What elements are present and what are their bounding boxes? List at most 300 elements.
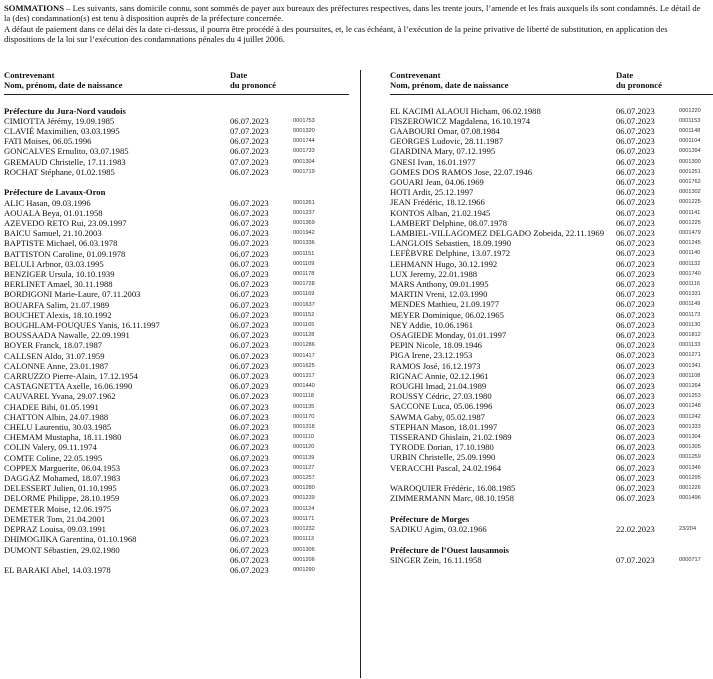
offender-name: DELORME Philippe, 28.10.1959 <box>4 493 120 504</box>
reference-number: 0001341 <box>679 362 701 369</box>
list-item <box>390 524 713 534</box>
header-col1-line1: Contrevenant <box>4 70 55 80</box>
offender-name: COPPEX Marguerite, 06.04.1953 <box>4 462 121 473</box>
offender-name: ZIMMERMANN Marc, 08.10.1958 <box>390 493 514 504</box>
judgment-date: 06.07.2023 <box>230 218 269 228</box>
reference-number: 0001118 <box>293 393 314 400</box>
reference-number: 0001346 <box>679 464 701 471</box>
list-item <box>390 432 713 442</box>
list-item <box>4 442 349 452</box>
judgment-date: 06.07.2023 <box>616 176 655 187</box>
offender-name: CALONNE Anne, 23.01.1987 <box>4 360 109 371</box>
list-item <box>4 218 349 228</box>
list-item <box>4 412 349 422</box>
judgment-date: 06.07.2023 <box>616 187 655 198</box>
judgment-date: 06.07.2023 <box>616 360 655 371</box>
reference-number: 0001733 <box>293 148 315 155</box>
judgment-date: 06.07.2023 <box>616 105 655 116</box>
reference-number: 0001109 <box>293 260 315 267</box>
judgment-date: 06.07.2023 <box>230 115 269 126</box>
list-item <box>4 545 349 565</box>
offender-name: BELULI Arbnor, 03.03.1995 <box>4 258 104 269</box>
judgment-date: 06.07.2023 <box>230 422 269 433</box>
judgment-date: 06.07.2023 <box>230 360 269 371</box>
offender-name: MENDES Mathieu, 21.09.1977 <box>390 299 500 310</box>
header-col1-line1: Contrevenant <box>390 70 441 80</box>
judgment-date: 06.07.2023 <box>230 534 269 545</box>
reference-number: 0001132 <box>679 260 701 267</box>
reference-number: 0001637 <box>293 301 315 308</box>
intro-text <box>4 3 708 45</box>
offender-name: JEAN Frédéric, 18.12.1966 <box>390 197 485 208</box>
list-item <box>4 269 349 279</box>
offender-name: TISSERAND Ghislain, 21.02.1989 <box>390 432 512 442</box>
list-item <box>4 238 349 248</box>
offender-name: VERACCHI Pascal, 24.02.1964 <box>390 462 501 473</box>
offender-name: BOUGHLAM-FOUQUES Yanis, 16.11.1997 <box>4 320 160 331</box>
list-item <box>390 259 713 269</box>
judgment-date: 06.07.2023 <box>616 401 655 412</box>
intro-lead: SOMMATIONS <box>4 3 65 13</box>
judgment-date: 06.07.2023 <box>230 248 269 259</box>
offender-name: KONTOS Alban, 21.02.1945 <box>390 207 491 218</box>
list-item <box>4 402 349 412</box>
judgment-date: 06.07.2023 <box>230 544 269 555</box>
list-item <box>390 279 713 289</box>
list-item <box>4 565 349 575</box>
reference-number: 0001151 <box>293 250 315 257</box>
offender-name: NEY Addie, 10.06.1961 <box>390 319 473 330</box>
list-item <box>390 330 713 340</box>
header-col2-line2: du prononcé <box>616 80 662 90</box>
list-item <box>390 157 713 167</box>
offender-name: DHIMOGJIKA Garentina, 01.10.1968 <box>4 534 137 545</box>
reference-number: 0001320 <box>293 127 315 134</box>
section-spacer <box>390 534 713 545</box>
list-item <box>390 187 713 197</box>
judgment-date: 07.07.2023 <box>230 125 269 136</box>
section-title: Préfecture de Morges <box>390 513 470 524</box>
list-item <box>390 238 713 248</box>
offender-name: EL BARAKI Abel, 14.03.1978 <box>4 564 111 575</box>
offender-name: CLAVIÉ Maximilien, 03.03.1995 <box>4 125 120 136</box>
offender-name: DELESSERT Julien, 01.10.1995 <box>4 483 117 494</box>
table-header <box>390 70 713 90</box>
reference-number: 0001259 <box>679 454 701 461</box>
header-col2-line2: du prononcé <box>230 80 276 90</box>
judgment-date: 06.07.2023 <box>230 320 269 331</box>
reference-number: 23/204 <box>679 526 697 533</box>
header-col2-line1: Date <box>230 70 248 80</box>
list-item <box>4 340 349 350</box>
judgment-date: 06.07.2023 <box>616 350 655 361</box>
list-item <box>390 391 713 401</box>
reference-number: 0001149 <box>679 301 701 308</box>
offender-name: SINGER Zein, 16.11.1958 <box>390 554 482 565</box>
list-item <box>390 248 713 258</box>
offender-name: EL KACIMI ALAOUI Hicham, 06.02.1988 <box>390 105 541 116</box>
judgment-date: 06.07.2023 <box>616 278 655 289</box>
judgment-date: 06.07.2023 <box>230 432 269 443</box>
judgment-date: 06.07.2023 <box>230 279 269 290</box>
list-item <box>390 350 713 360</box>
section-title: Préfecture de l’Ouest lausannois <box>390 544 509 555</box>
judgment-date: 06.07.2023 <box>616 370 655 381</box>
list-item <box>4 116 349 126</box>
judgment-date: 06.07.2023 <box>230 309 269 320</box>
reference-number: 0001369 <box>293 220 315 226</box>
offender-name: GONCALVES Ernulito, 03.07.1985 <box>4 146 129 157</box>
list-item <box>4 289 349 299</box>
judgment-date: 06.07.2023 <box>616 197 655 208</box>
judgment-date: 06.07.2023 <box>616 227 655 238</box>
reference-number: 0001625 <box>293 362 315 369</box>
judgment-date: 06.07.2023 <box>616 238 655 249</box>
offender-name: FISZEROWICZ Magdalena, 16.10.1974 <box>390 115 531 126</box>
reference-number-2: 0001295 <box>679 474 701 481</box>
reference-number: 0001104 <box>679 138 701 145</box>
offender-name: COMTE Coline, 22.05.1995 <box>4 452 103 463</box>
reference-number: 0001305 <box>679 444 701 451</box>
offender-name: PEPIN Nicole, 18.09.1946 <box>390 340 482 351</box>
list-item <box>390 463 713 483</box>
list-item <box>4 146 349 156</box>
reference-number: 0001479 <box>679 229 701 236</box>
reference-number: 0001173 <box>679 311 701 318</box>
judgment-date: 06.07.2023 <box>230 411 269 422</box>
judgment-date: 06.07.2023 <box>230 258 269 269</box>
list-item <box>390 320 713 330</box>
judgment-date: 06.07.2023 <box>230 513 269 524</box>
reference-number: 0001264 <box>679 382 701 389</box>
header-date <box>616 70 706 90</box>
offender-name: WAROQUIER Frédéric, 16.08.1985 <box>390 483 516 493</box>
list-item <box>4 208 349 218</box>
offender-name: GREMAUD Christelle, 17.11.1983 <box>4 156 126 167</box>
offender-name: AZEVEDO RETO Rui, 23.09.1997 <box>4 218 127 228</box>
reference-number: 0001153 <box>679 117 701 124</box>
list-item <box>390 136 713 146</box>
offender-name: LAMBIEL-VILLAGOMEZ DELGADO Zobeida, 22.11.1969 <box>390 227 605 238</box>
judgment-date: 06.07.2023 <box>616 136 655 147</box>
reference-number: 0001133 <box>679 342 701 349</box>
reference-number: 0001226 <box>679 485 701 491</box>
offender-name: BOUARFA Salim, 21.07.1989 <box>4 299 110 310</box>
list-item <box>4 249 349 259</box>
judgment-date: 06.07.2023 <box>230 166 269 177</box>
list-item <box>4 463 349 473</box>
list-item <box>390 555 713 565</box>
reference-number: 0001394 <box>679 148 701 155</box>
reference-number: 0001141 <box>679 209 701 216</box>
offender-name: CIMIOTTA Jérémy, 19.09.1985 <box>4 115 115 126</box>
reference-number: 0001171 <box>293 515 315 522</box>
reference-number: 0001239 <box>293 495 315 502</box>
judgment-date: 06.07.2023 <box>616 442 655 453</box>
reference-number: 0001304 <box>679 434 701 440</box>
offender-name: STEPHAN Mason, 18.01.1997 <box>390 421 498 432</box>
list-item <box>4 432 349 442</box>
offender-name: CHEMAM Mustapha, 18.11.1980 <box>4 432 122 443</box>
reference-number: 0001178 <box>293 271 315 278</box>
reference-number: 0001165 <box>293 322 315 329</box>
list-item <box>390 299 713 309</box>
header-date <box>230 70 320 90</box>
judgment-date: 06.07.2023 <box>616 421 655 432</box>
offender-name: BATTISTON Caroline, 01.09.1978 <box>4 248 126 259</box>
judgment-date: 06.07.2023 <box>230 401 269 412</box>
section-title: Préfecture du Jura-Nord vaudois <box>4 105 126 116</box>
reference-number: 0001440 <box>293 383 315 390</box>
header-contrevenant <box>4 70 219 90</box>
list-item <box>390 401 713 411</box>
offender-name: BENZIGER Ursula, 10.10.1939 <box>4 269 115 280</box>
judgment-date: 06.07.2023 <box>616 309 655 320</box>
offender-name: DEMETER Tom, 21.04.2001 <box>4 513 106 524</box>
offender-name: GOMES DOS RAMOS Jose, 22.07.1946 <box>390 166 533 177</box>
intro-paragraph-1 <box>4 3 708 24</box>
list-item <box>390 197 713 207</box>
list-item <box>4 504 349 514</box>
list-item <box>390 493 713 503</box>
offender-name: MARTIN Vreni, 12.03.1990 <box>390 289 488 300</box>
reference-number: 0001251 <box>679 168 701 175</box>
judgment-date: 06.07.2023 <box>616 329 655 340</box>
section-spacer <box>4 177 349 188</box>
offender-name: HOTI Ardit, 25.12.1997 <box>390 187 474 198</box>
judgment-date: 06.07.2023 <box>230 452 269 463</box>
judgment-date: 06.07.2023 <box>616 462 655 473</box>
reference-number: 0001300 <box>679 158 701 165</box>
offender-name: BERLINET Amael, 30.11.1988 <box>4 279 113 290</box>
offender-name: GAABOURI Omar, 07.08.1984 <box>390 125 500 136</box>
offender-name: BAPTISTE Michael, 06.03.1978 <box>4 238 118 249</box>
judgment-date: 06.07.2023 <box>230 391 269 402</box>
reference-number: 0001124 <box>293 505 315 512</box>
list-item <box>390 381 713 391</box>
offender-name: CAUVAREL Yvana, 29.07.1962 <box>4 391 116 402</box>
offender-name: RIGNAC Annie, 02.12.1961 <box>390 370 489 381</box>
offender-name: BOYER Franck, 18.07.1987 <box>4 340 103 351</box>
reference-number: 0001152 <box>293 311 315 318</box>
reference-number: 0001271 <box>679 352 701 359</box>
offender-name: LUX Jeremy, 22.01.1988 <box>390 268 478 279</box>
reference-number: 0001225 <box>679 219 701 226</box>
list-item <box>4 381 349 391</box>
offender-name: MARS Anthony, 09.01.1995 <box>390 278 489 289</box>
list-item <box>4 167 349 177</box>
judgment-date: 06.07.2023 <box>616 340 655 351</box>
offender-name: SADIKU Agim, 03.02.1966 <box>390 524 487 535</box>
list-item <box>4 157 349 167</box>
list-item <box>4 259 349 269</box>
offender-name: CASTAGNETTA Axelle, 16.06.1990 <box>4 381 133 392</box>
judgment-date: 06.07.2023 <box>616 299 655 310</box>
judgment-date: 06.07.2023 <box>616 156 655 167</box>
list-item <box>4 473 349 483</box>
judgment-date: 06.07.2023 <box>230 207 269 218</box>
reference-number: 0001220 <box>679 107 701 114</box>
judgment-date: 06.07.2023 <box>230 493 269 504</box>
offender-name: ROUGHI Imad, 21.04.1989 <box>390 380 487 391</box>
judgment-date: 06.07.2023 <box>616 166 655 177</box>
header-col2-line1: Date <box>616 70 634 80</box>
offender-name: OSAGIEDE Monday, 01.01.1997 <box>390 329 507 340</box>
reference-number: 0001108 <box>679 372 701 379</box>
judgment-date: 07.07.2023 <box>616 554 655 565</box>
reference-number: 0001304 <box>293 158 315 165</box>
list-item <box>390 371 713 381</box>
offender-name: BORDIGONI Marie-Laure, 07.11.2003 <box>4 289 141 300</box>
judgment-date: 06.07.2023 <box>230 503 269 514</box>
reference-number: 0001242 <box>679 413 701 420</box>
judgment-date: 06.07.2023 <box>230 371 269 382</box>
judgment-date: 06.07.2023 <box>230 238 269 249</box>
reference-number: 0001942 <box>293 230 315 237</box>
judgment-date: 06.07.2023 <box>616 268 655 279</box>
list-item <box>4 310 349 320</box>
judgment-date: 06.07.2023 <box>616 248 655 259</box>
reference-number: 0001113 <box>293 536 314 543</box>
reference-number: 0001331 <box>679 291 701 298</box>
reference-number: 0001317 <box>293 373 315 380</box>
list-item <box>390 116 713 126</box>
list-item <box>390 269 713 279</box>
offender-name: ROUSSY Cédric, 27.03.1980 <box>390 391 492 402</box>
offender-name: GIARDINA Mary, 07.12.1995 <box>390 146 496 157</box>
reference-number: 0001496 <box>679 495 701 502</box>
judgment-date: 06.07.2023 <box>230 330 269 341</box>
judgment-date: 07.07.2023 <box>230 156 269 167</box>
judgment-date-2: 06.07.2023 <box>230 554 269 565</box>
list-item <box>4 228 349 238</box>
reference-number: 0001302 <box>679 189 701 196</box>
offender-name: CHATTON Albin, 24.07.1988 <box>4 411 109 422</box>
judgment-date: 06.07.2023 <box>616 380 655 391</box>
judgment-date: 06.07.2023 <box>230 269 269 280</box>
judgment-date: 22.02.2023 <box>616 524 655 535</box>
reference-number: 0001148 <box>679 127 701 134</box>
offender-name: LAMBERT Delphine, 08.07.1978 <box>390 217 508 228</box>
judgment-date: 06.07.2023 <box>616 432 655 442</box>
judgment-date: 06.07.2023 <box>616 115 655 126</box>
offender-name: COLIN Valery, 09.11.1974 <box>4 442 97 453</box>
offender-name: LEFÈBVRE Delphine, 13.07.1972 <box>390 248 511 259</box>
offender-name: GEORGES Ludovic, 28.11.1987 <box>390 136 504 147</box>
reference-number: 0001253 <box>679 393 701 400</box>
list-item <box>4 422 349 432</box>
judgment-date: 06.07.2023 <box>616 493 655 504</box>
list-item <box>390 146 713 156</box>
list-item <box>390 361 713 371</box>
reference-number: 0001812 <box>679 331 701 338</box>
list-item <box>4 279 349 289</box>
reference-number-2: 0001206 <box>293 556 315 563</box>
judgment-date: 06.07.2023 <box>616 146 655 157</box>
list-item <box>4 534 349 544</box>
offender-name: DEMETER Moise, 12.06.1975 <box>4 503 112 514</box>
judgment-date: 06.07.2023 <box>230 381 269 392</box>
list-item <box>390 228 713 238</box>
reference-number: 0001417 <box>293 352 315 359</box>
section-title: Préfecture de Lavaux-Oron <box>4 187 106 198</box>
list-item <box>4 371 349 381</box>
judgment-date: 06.07.2023 <box>230 483 269 494</box>
section-spacer <box>390 503 713 514</box>
list-item <box>390 442 713 452</box>
judgment-date: 06.07.2023 <box>230 524 269 535</box>
reference-number: 0001257 <box>293 475 315 482</box>
offender-name: LANGLOIS Sebastien, 18.09.1990 <box>390 238 512 249</box>
list-item <box>4 514 349 524</box>
offender-name: RAMOS José, 16.12.1973 <box>390 360 481 371</box>
reference-number: 0001169 <box>293 291 315 298</box>
list-item <box>390 177 713 187</box>
judgment-date: 06.07.2023 <box>616 207 655 218</box>
reference-number: 0001170 <box>293 413 315 420</box>
judgment-date: 06.07.2023 <box>616 217 655 228</box>
list-item <box>390 208 713 218</box>
judgment-date: 06.07.2023 <box>230 228 269 239</box>
reference-number: 0001744 <box>293 138 315 145</box>
list-item <box>4 320 349 330</box>
reference-number: 0001140 <box>679 250 701 257</box>
offender-name: DUMONT Sébastien, 29.02.1980 <box>4 544 120 555</box>
list-item <box>390 340 713 350</box>
reference-number: 0001290 <box>293 566 315 573</box>
offender-name: MEYER Dominique, 06.02.1965 <box>390 309 504 320</box>
offender-name: SAWMA Gaby, 05.02.1987 <box>390 411 485 422</box>
table-header <box>4 70 349 90</box>
reference-number: 0001261 <box>293 199 315 206</box>
offender-name: GOUARI Jean, 04.06.1969 <box>390 176 484 187</box>
judgment-date: 06.07.2023 <box>230 197 269 208</box>
reference-number: 0001120 <box>293 444 315 451</box>
reference-number: 0001237 <box>293 209 315 216</box>
list-item <box>4 300 349 310</box>
reference-number: 0001245 <box>679 240 701 247</box>
list-item <box>4 493 349 503</box>
list-item <box>4 136 349 146</box>
right-column <box>390 70 713 565</box>
reference-number: 0001225 <box>679 199 701 206</box>
offender-name: BOUSSAADA Nawalle, 22.09.1991 <box>4 330 130 341</box>
reference-number: 0001128 <box>293 332 315 339</box>
list-item <box>4 524 349 534</box>
offender-name: ROCHAT Stéphane, 01.02.1985 <box>4 166 115 177</box>
judgment-date-2: 06.07.2023 <box>616 472 655 483</box>
reference-number: 0001728 <box>293 281 315 288</box>
column-divider <box>360 70 361 678</box>
offender-name: AOUALA Beya, 01.01.1958 <box>4 207 103 218</box>
judgment-date: 06.07.2023 <box>616 483 655 493</box>
offender-name: SACCONE Luca, 05.06.1996 <box>390 401 493 412</box>
reference-number: 0001232 <box>293 526 315 533</box>
list-item <box>4 351 349 361</box>
judgment-date: 06.07.2023 <box>616 452 655 463</box>
list-item <box>390 422 713 432</box>
reference-number: 0001248 <box>679 403 701 410</box>
offender-name: TYRODE Dorian, 17.10.1980 <box>390 442 494 453</box>
reference-number: 0001286 <box>293 342 315 349</box>
offender-name: CHADEE Bibi, 01.05.1991 <box>4 401 99 412</box>
list-item <box>390 452 713 462</box>
list-item <box>4 330 349 340</box>
judgment-date: 06.07.2023 <box>230 442 269 453</box>
judgment-date: 06.07.2023 <box>230 564 269 575</box>
offender-name: BOUCHET Alexis, 18.10.1992 <box>4 309 112 320</box>
judgment-date: 06.07.2023 <box>230 299 269 310</box>
